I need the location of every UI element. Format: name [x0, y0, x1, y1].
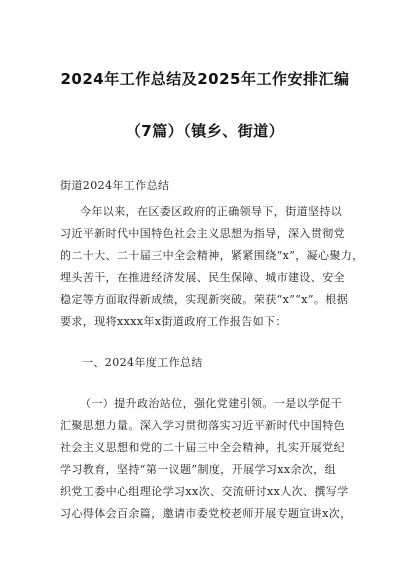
- paragraph-line: 的二十大、二十届三中全会精神，紧紧围绕“x”，凝心聚力，: [60, 249, 364, 262]
- paragraph-line: 习近平新时代中国特色社会主义思想为指导，深入贯彻党: [60, 227, 345, 240]
- paragraph-line: 汇聚思想力量。深入学习贯彻落实习近平新时代中国特色: [60, 419, 345, 432]
- paragraph-line: 社会主义思想和党的二十届三中全会精神，扎实开展党纪: [60, 441, 345, 454]
- section-heading: 一、2024年度工作总结: [82, 356, 203, 369]
- paragraph-line: 稳定等方面取得新成绩，实现新突破。荣获“x”“x”。根据: [60, 293, 349, 306]
- section-label: 街道2024年工作总结: [60, 179, 170, 192]
- document-title: 2024年工作总结及2025年工作安排汇编: [60, 70, 350, 88]
- paragraph-line: 织党工委中心组理论学习xx次、交流研讨xx人次、撰写学: [60, 485, 349, 498]
- paragraph-line: 要求，现将xxxx年x街道政府工作报告如下：: [60, 315, 287, 328]
- paragraph-line: （一）提升政治站位，强化党建引领。一是以学促干: [80, 397, 343, 410]
- paragraph-line: 习心得体会百余篇，邀请市委党校老师开展专题宣讲x次，: [60, 507, 352, 520]
- paragraph-line: 学习教育，坚持“第一议题”制度，开展学习xx余次，组: [60, 463, 337, 476]
- document-subtitle: （7篇）（镇乡、街道）: [125, 122, 285, 140]
- paragraph-line: 今年以来，在区委区政府的正确领导下，街道坚持以: [80, 205, 343, 218]
- paragraph-line: 埋头苦干，在推进经济发展、民生保障、城市建设、安全: [60, 271, 345, 284]
